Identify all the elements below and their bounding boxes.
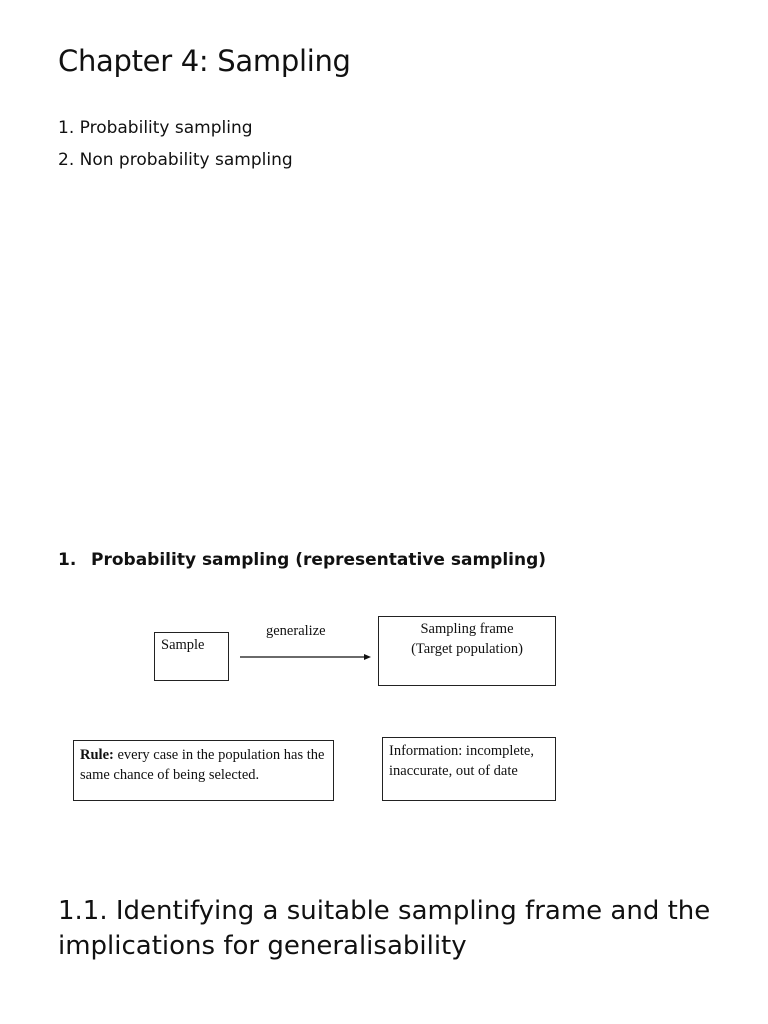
information-text: Information: incomplete, inaccurate, out of date: [389, 743, 534, 779]
generalize-arrow: [238, 650, 374, 664]
rule-box: [73, 740, 334, 801]
sample-box: [154, 632, 229, 681]
information-box: [382, 737, 556, 801]
sampling-frame-box: [378, 616, 556, 686]
list-item-non-probability: 2. Non probability sampling: [58, 150, 293, 170]
list-item-probability: 1. Probability sampling: [58, 118, 253, 138]
page-title: Chapter 4: Sampling: [58, 44, 351, 78]
section-heading: [58, 550, 546, 570]
sampling-frame-label: Sampling frame: [420, 621, 514, 637]
rule-label: Rule:: [80, 747, 114, 763]
subsection-title: 1.1. Identifying a suitable sampling frame and the implications for generalisability: [58, 896, 711, 961]
section-number: 1.: [58, 550, 77, 570]
sample-box-label: Sample: [161, 637, 205, 653]
section-heading-text: Probability sampling (representative sampling): [91, 550, 547, 570]
generalize-label: generalize: [266, 623, 326, 639]
rule-text: every case in the population has the same chance of being selected.: [80, 747, 325, 783]
target-population-label: (Target population): [411, 640, 523, 657]
